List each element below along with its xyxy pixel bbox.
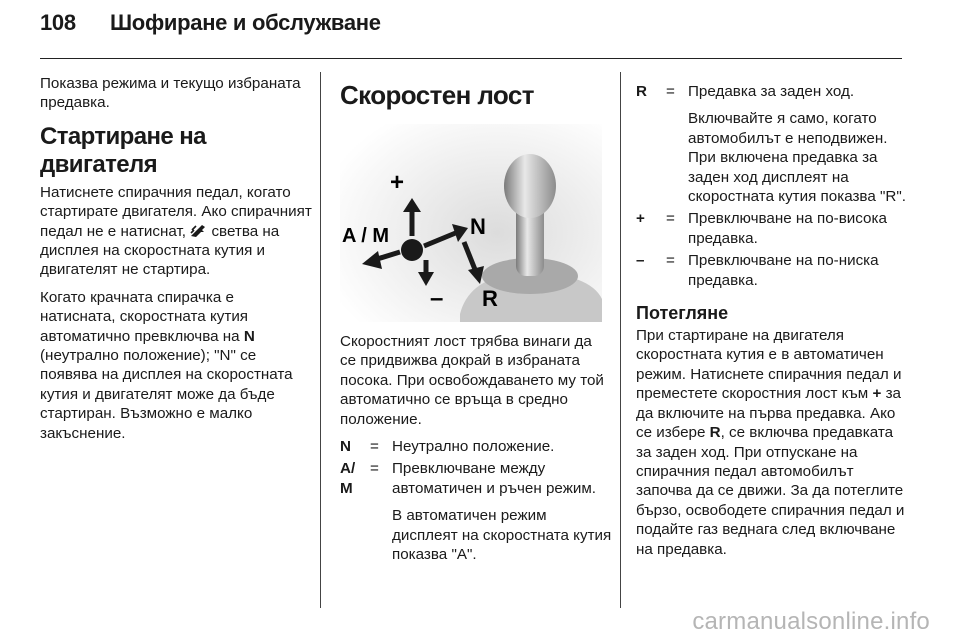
figure-label-minus: – xyxy=(430,285,444,312)
page-title: Шофиране и обслужване xyxy=(110,10,381,35)
page-header xyxy=(40,10,381,36)
column-divider-2 xyxy=(620,72,621,608)
figure-label-r: R xyxy=(482,286,498,311)
column-divider-1 xyxy=(320,72,321,608)
figure-label-am: A / M xyxy=(342,225,390,247)
section-heading-gear-lever: Скоростен лост xyxy=(340,80,534,110)
def-n: N = Неутрално положение. xyxy=(340,438,555,456)
gear-lever-figure xyxy=(340,124,602,322)
figure-label-plus: + xyxy=(390,169,405,196)
engine-start-paragraph-1: Натиснете спирачния педал, когато стартирате двигателя. Ако спирачният педал не е натиснат, светва на дисплея на скоростната кутия и двигателят не стартира. xyxy=(40,183,312,279)
section-heading-moving-off: Потегляне xyxy=(636,303,729,324)
def-minus: – = Превключване на по-ниска предавка. xyxy=(636,252,879,289)
moving-off-paragraph: При стартиране на двигателя скоростната кутия е в автоматичен режим. Натиснете спирачния педал и преместете скоростния лост към + за да включите на първа предавка. Ако се избере R, се включва предавката за заден ход. При отпускане на спирачния педал автомобилът започва да се движи. За да потеглите бързо, освободете спирачния педал и подайте газ веднага след включване на предавка. xyxy=(636,327,905,558)
gear-lever-paragraph: Скоростният лост трябва винаги да се придвижва докрай в избраната посока. При освобождаването му той автоматично се връща в средно положение. xyxy=(340,333,604,428)
watermark-text: carmanualsonline.info xyxy=(692,608,930,635)
column-2 xyxy=(340,74,612,567)
engine-start-paragraph-2: Когато крачната спирачка е натисната, скоростната кутия автоматично превключва на N (неутрално положение); "N" се появява на дисплея на скоростната кутия и двигателят може да бъде стартиран. Възможно е малко закъснение. xyxy=(40,288,293,442)
gear-lever-knob xyxy=(504,154,556,218)
def-r: R = Предавка за заден ход. Включвайте я само, когато автомобилът е неподвижен. При включена предавка за заден ход дисплеят на скоростната кутия показва "R". xyxy=(636,83,906,206)
header-rule xyxy=(40,58,902,59)
intro-text: Показва режима и текущо избраната предавка. xyxy=(40,75,301,112)
def-plus: + = Превключване на по-висока предавка. xyxy=(636,210,887,247)
page-number: 108 xyxy=(40,10,76,35)
figure-label-n: N xyxy=(470,214,486,239)
column-1 xyxy=(40,74,312,451)
column-3 xyxy=(636,82,908,567)
def-am: A/ M = Превключване между автоматичен и ръчен режим. В автоматичен режим дисплеят на скоростната кутия показва "A". xyxy=(340,460,612,564)
section-heading-engine-start: Стартиране на двигателя xyxy=(40,122,206,178)
lever-neutral-dot xyxy=(401,239,423,261)
brake-foot-icon xyxy=(190,223,207,238)
